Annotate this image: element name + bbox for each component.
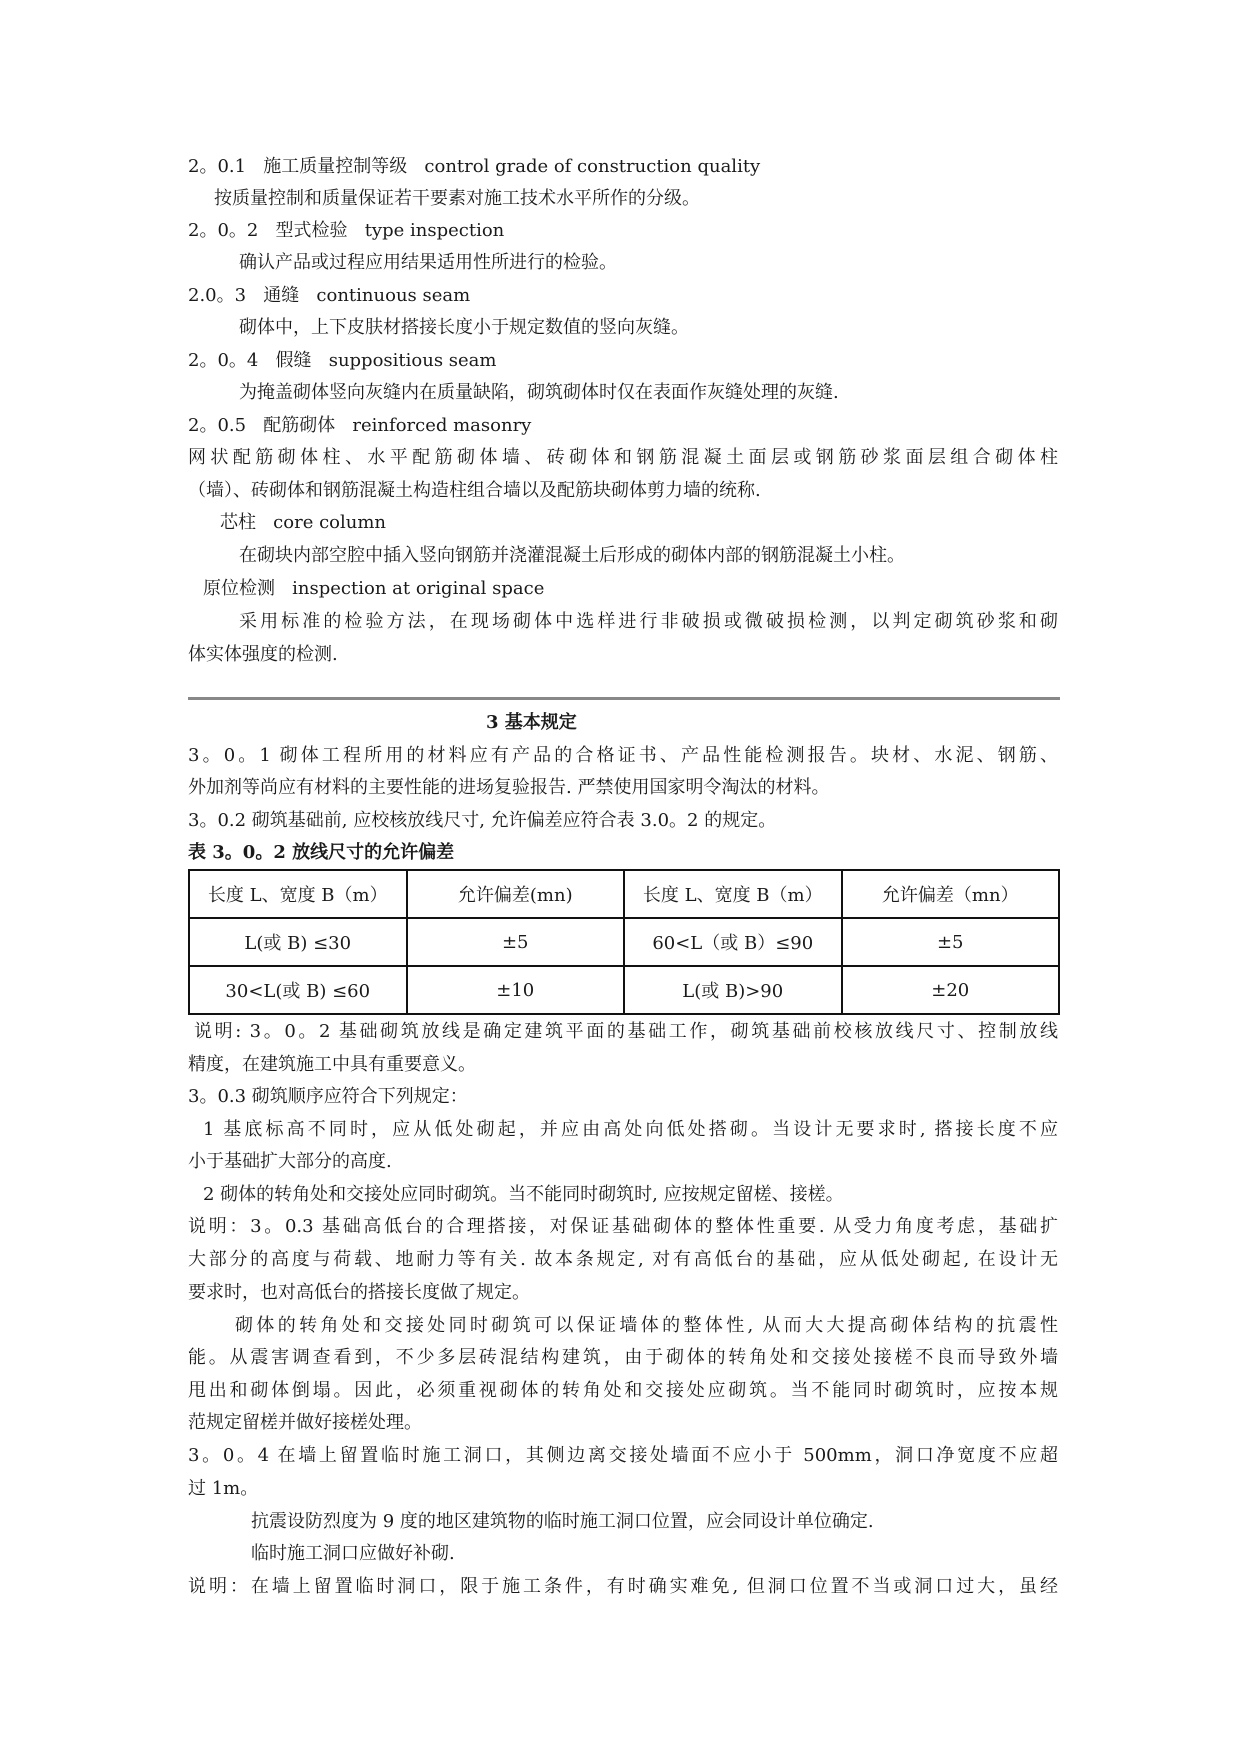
term-2-0-4 (188, 350, 496, 372)
clause-3-0-2: 3。0.2 砌筑基础前, 应校核放线尺寸, 允许偏差应符合表 3.0。2 的规定。 (188, 810, 777, 831)
clause-3-0-1: 3。0。1 砌体工程所用的材料应有产品的合格证书、产品性能检测报告。块材、水泥、钢筋、 (188, 745, 1058, 766)
term-title: 假缝 (275, 350, 312, 371)
clause-3-0-3-item-1: 1 基底标高不同时，应从低处砌起，并应由高处向低处搭砌。当设计无要求时, 搭接长度不应 (203, 1119, 1058, 1140)
term-inspection (203, 578, 544, 600)
note-3-0-2-cont: 精度，在建筑施工中具有重要意义。 (188, 1054, 476, 1075)
term-number: 2。0.5 (188, 415, 247, 436)
table-cell: 60<L（或 B）≤90 (624, 918, 842, 966)
paragraph: 能。从震害调查看到，不少多层砖混结构建筑，由于砌体的转角处和交接处接槎不良而导致外墙 (188, 1347, 1058, 1368)
clause-3-0-4: 3。0。4 在墙上留置临时施工洞口，其侧边离交接处墙面不应小于 500mm，洞口净宽度不应超 (188, 1445, 1058, 1466)
clause-3-0-3: 3。0.3 砌筑顺序应符合下列规定： (188, 1086, 468, 1107)
table-cell: ±10 (407, 966, 625, 1014)
term-number: 2。0。4 (188, 350, 259, 371)
term-definition: 按质量控制和质量保证若干要素对施工技术水平所作的分级。 (214, 188, 700, 209)
term-english: reinforced masonry (352, 415, 532, 436)
term-2-0-2 (188, 220, 504, 242)
clause-3-0-4-cont: 过 1m。 (188, 1478, 259, 1499)
term-definition: 采用标准的检验方法，在现场砌体中选样进行非破损或微破损检测，以判定砌筑砂浆和砌 (239, 611, 1058, 632)
term-definition: 在砌块内部空腔中插入竖向钢筋并浇灌混凝土后形成的砌体内部的钢筋混凝土小柱。 (239, 545, 905, 566)
term-number: 2。0。2 (188, 220, 259, 241)
term-definition: 砌体中，上下皮肤材搭接长度小于规定数值的竖向灰缝。 (239, 317, 689, 338)
term-title: 型式检验 (275, 220, 348, 241)
note-3-0-3-cont: 要求时，也对高低台的搭接长度做了规定。 (188, 1282, 530, 1303)
term-definition: 体实体强度的检测. (188, 644, 338, 665)
term-title: 配筋砌体 (263, 415, 336, 436)
table-header-cell: 允许偏差（mn） (842, 870, 1060, 918)
term-2-0-3 (188, 285, 470, 307)
table-cell: ±5 (407, 918, 625, 966)
clause-3-0-1-cont: 外加剂等尚应有材料的主要性能的进场复验报告. 严禁使用国家明令淘汰的材料。 (188, 777, 830, 798)
table-row (189, 918, 1059, 966)
clause-3-0-4-sub-1: 抗震设防烈度为 9 度的地区建筑物的临时施工洞口位置，应会同设计单位确定. (251, 1511, 874, 1532)
term-english: control grade of construction quality (424, 156, 761, 177)
table-caption: 表 3。0。2 放线尺寸的允许偏差 (188, 842, 455, 863)
section-title: 3 基本规定 (486, 712, 577, 733)
term-number: 2.0。3 (188, 285, 247, 306)
table-cell: L(或 B)>90 (624, 966, 842, 1014)
clause-3-0-3-item-2: 2 砌体的转角处和交接处应同时砌筑。当不能同时砌筑时, 应按规定留槎、接槎。 (203, 1184, 844, 1205)
term-english: suppositious seam (328, 350, 497, 371)
paragraph: 范规定留槎并做好接槎处理。 (188, 1412, 422, 1433)
term-definition: 为掩盖砌体竖向灰缝内在质量缺陷，砌筑砌体时仅在表面作灰缝处理的灰缝. (239, 382, 839, 403)
term-definition: 确认产品或过程应用结果适用性所进行的检验。 (239, 252, 617, 273)
term-2-0-5 (188, 415, 531, 437)
term-definition: （墙）、砖砌体和钢筋混凝土构造柱组合墙以及配筋块砌体剪力墙的统称. (188, 480, 761, 501)
term-english: core column (273, 512, 386, 533)
term-2-0-1 (188, 156, 760, 178)
table-cell: L(或 B) ≤30 (189, 918, 407, 966)
term-english: continuous seam (316, 285, 471, 306)
term-title: 芯柱 (220, 512, 256, 533)
table-cell: ±20 (842, 966, 1060, 1014)
note-3-0-2: 说明: 3。0。2 基础砌筑放线是确定建筑平面的基础工作，砌筑基础前校核放线尺寸、控制放线 (194, 1021, 1058, 1042)
term-english: inspection at original space (292, 578, 545, 599)
table-cell: ±5 (842, 918, 1060, 966)
note-3-0-3-cont: 大部分的高度与荷载、地耐力等有关. 故本条规定, 对有高低台的基础，应从低处砌起, 在设计无 (188, 1249, 1058, 1270)
tolerance-table (188, 869, 1060, 1015)
section-divider (188, 697, 1060, 700)
term-core-column (220, 512, 386, 534)
term-definition: 网状配筋砌体柱、水平配筋砌体墙、砖砌体和钢筋混凝土面层或钢筋砂浆面层组合砌体柱 (188, 447, 1058, 468)
table-header-cell: 允许偏差(mn) (407, 870, 625, 918)
table-row (189, 966, 1059, 1014)
table-header-row (189, 870, 1059, 918)
note-3-0-3: 说明：3。0.3 基础高低台的合理搭接，对保证基础砌体的整体性重要. 从受力角度考虑，基础扩 (188, 1216, 1058, 1237)
term-english: type inspection (364, 220, 505, 241)
table-cell: 30<L(或 B) ≤60 (189, 966, 407, 1014)
term-title: 通缝 (263, 285, 300, 306)
note-3-0-4: 说明：在墙上留置临时洞口，限于施工条件，有时确实难免, 但洞口位置不当或洞口过大，虽经 (188, 1576, 1058, 1597)
paragraph: 甩出和砌体倒塌。因此，必须重视砌体的转角处和交接处应砌筑。当不能同时砌筑时，应按本规 (188, 1380, 1058, 1401)
table-header-cell: 长度 L、宽度 B（m） (189, 870, 407, 918)
paragraph: 砌体的转角处和交接处同时砌筑可以保证墙体的整体性, 从而大大提高砌体结构的抗震性 (235, 1315, 1058, 1336)
term-title: 施工质量控制等级 (263, 156, 408, 177)
table-header-cell: 长度 L、宽度 B（m） (624, 870, 842, 918)
clause-3-0-3-item-1-cont: 小于基础扩大部分的高度. (188, 1151, 392, 1172)
term-title: 原位检测 (203, 578, 275, 599)
clause-3-0-4-sub-2: 临时施工洞口应做好补砌. (251, 1543, 455, 1564)
term-number: 2。0.1 (188, 156, 247, 177)
